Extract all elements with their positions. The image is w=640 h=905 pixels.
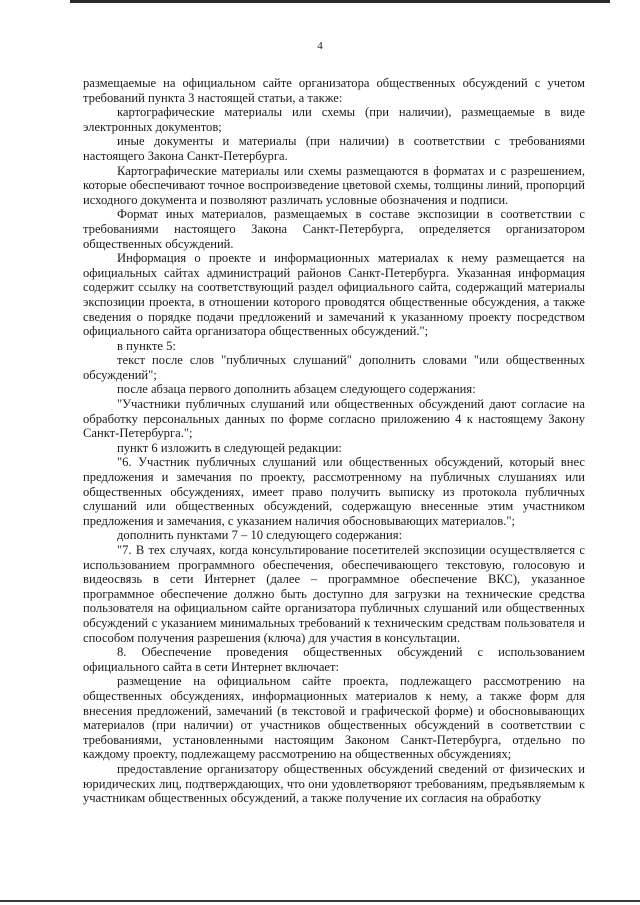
paragraph: в пункте 5: [117, 338, 176, 353]
paragraph: размещаемые на официальном сайте организатора общественных обсуждений с учетом требований пункта 3 настоящей статьи, а также: [83, 76, 585, 105]
paragraph: после абзаца первого дополнить абзацем следующего содержания: [117, 382, 476, 397]
paragraph: "6. Участник публичных слушаний или общественных обсуждений, который внес предложения и замечания по проекту, рассмотренному на публичных слушаниях или общественных обсуждениях, имеет право получить выписку из протокола публичных слушаний или общественных обсуждений, содержащую внесенные этим участником предложения и замечания, с указанием наличия обосновывающих материалов."; [83, 455, 585, 528]
scan-edge-top [70, 0, 610, 3]
paragraph: предоставление организатору общественных обсуждений сведений от физических и юридических лиц, подтверждающих, что они удовлетворяют требованиям, предъявляемым к участникам общественных обсуждений, а также получение их согласия на обработку [83, 761, 585, 806]
paragraph: Формат иных материалов, размещаемых в составе экспозиции в соответствии с требованиями настоящего Закона Санкт-Петербурга, определяется организатором общественных обсуждений. [83, 207, 585, 251]
paragraph: иные документы и материалы (при наличии) в соответствии с требованиями настоящего Закона Санкт-Петербурга. [83, 134, 585, 163]
page-number: 4 [317, 40, 323, 52]
paragraph: размещение на официальном сайте проекта, подлежащего рассмотрению на общественных обсуждениях, информационных материалов к нему, а также форм для внесения предложений, замечаний (в текстовой и графической форме) и обосновывающих материалов (при наличии) от участников общественных обсуждений в соответствии с требованиями, установленными настоящим Законом Санкт-Петербурга, отдельно по каждому проекту, подлежащему рассмотрению на общественных обсуждениях; [83, 674, 585, 762]
paragraph: картографические материалы или схемы (при наличии), размещаемые в виде электронных документов; [83, 105, 585, 134]
paragraph: пункт 6 изложить в следующей редакции: [117, 440, 342, 455]
paragraph: текст после слов "публичных слушаний" дополнить словами "или общественных обсуждений"; [83, 353, 585, 382]
paragraph: 8. Обеспечение проведения общественных обсуждений с использованием официального сайта в сети Интернет включает: [83, 645, 585, 674]
paragraph: Информация о проекте и информационных материалах к нему размещается на официальных сайтах администраций районов Санкт-Петербурга. Указанная информация содержит ссылку на соответствующий раздел официального сайта, содержащий материалы экспозиции проекта, в отношении которого проводятся общественные обсуждения, а также сведения о порядке подачи предложений и замечаний к указанному проекту посредством официального сайта организатора общественных обсуждений."; [83, 251, 585, 339]
paragraph: дополнить пунктами 7 – 10 следующего содержания: [117, 528, 403, 543]
paragraph: "7. В тех случаях, когда консультирование посетителей экспозиции осуществляется с использованием программного обеспечения, обеспечивающего текстовую, голосовую и видеосвязь в сети Интернет (далее – программное обеспечение ВКС), указанное программное обеспечение должно быть доступно для загрузки на технические средства пользователя на официальном сайте организатора публичных слушаний или общественных обсуждений с указанием минимальных требований к техническим средствам пользователя и способом получения разрешения (ключа) для участия в консультации. [83, 543, 585, 645]
scan-edge-bottom [0, 900, 640, 902]
paragraph: Картографические материалы или схемы размещаются в форматах и с разрешением, которые обеспечивают точное воспроизведение цветовой схемы, толщины линий, пропорций исходного документа и позволяют различать условные обозначения и подписи. [83, 163, 585, 207]
paragraph: "Участники публичных слушаний или общественных обсуждений дают согласие на обработку персональных данных по форме согласно приложению 4 к настоящему Закону Санкт-Петербурга."; [83, 397, 585, 441]
document-body [83, 76, 585, 806]
